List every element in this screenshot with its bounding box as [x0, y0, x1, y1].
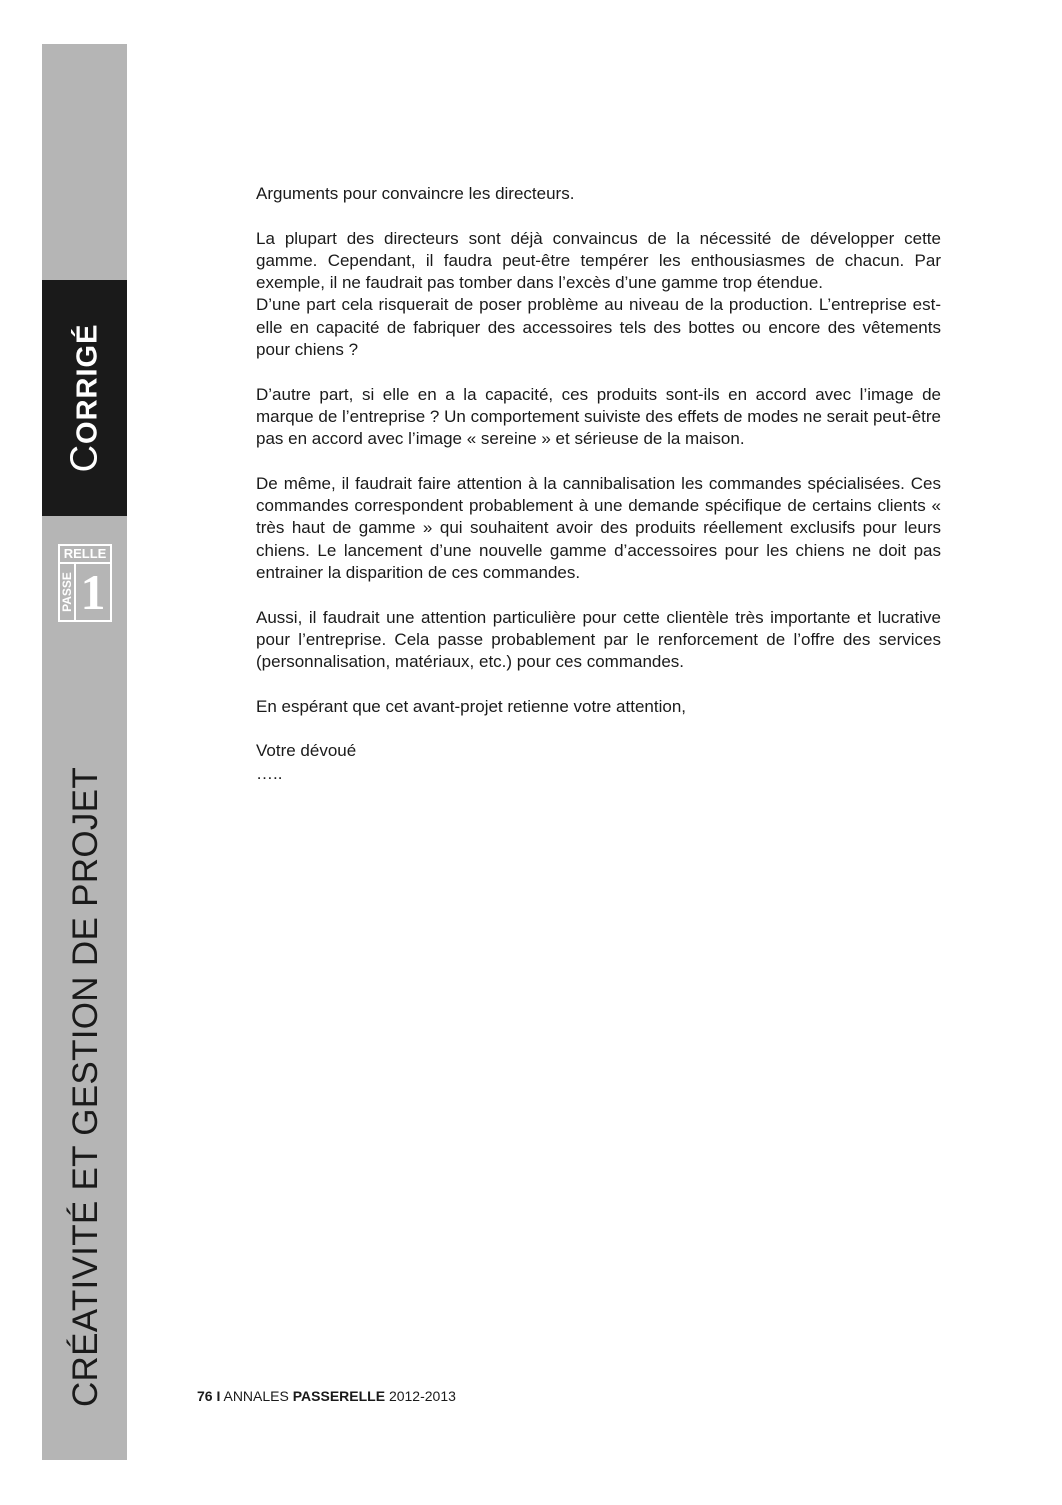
logo-top-text: RELLE — [60, 546, 110, 564]
footer-brand: PASSERELLE — [292, 1388, 386, 1404]
section-title: CRÉATIVITÉ ET GESTION DE PROJET — [66, 766, 105, 1408]
logo-side-box — [60, 564, 76, 620]
paragraph-closing: En espérant que cet avant-projet retienne votre attention, — [256, 696, 686, 716]
footer-annales: ANNALES — [223, 1388, 289, 1404]
paragraph-3: D’autre part, si elle en a la capacité, ces produits sont-ils en accord avec l’image de marque de l’entreprise ? Un comportement suiviste des effets de modes ne serait peut-être pas en accord avec l’image « sereine » et sérieuse de la maison. — [256, 384, 941, 449]
footer-separator: I — [216, 1388, 221, 1404]
paragraph-2: D’une part cela risquerait de poser problème au niveau de la production. L’entreprise est-elle en capacité de fabriquer des accessoires tels des bottes ou encore des vêtements pour chiens ? — [256, 295, 941, 360]
paragraph-5: Aussi, il faudrait une attention particulière pour cette clientèle très importante et lucrative pour l’entreprise. Cela passe probablement par le renforcement de l’offre des services (personnalisation, matériaux, etc.) pour ces commandes. — [256, 607, 941, 672]
logo-number: 1 — [80, 564, 106, 620]
logo-side-text: PASSE — [60, 572, 74, 612]
signature-dots: ….. — [256, 763, 283, 783]
signature-line: Votre dévoué — [256, 741, 357, 761]
corrige-initial: C — [63, 443, 105, 473]
page-number: 76 — [197, 1388, 213, 1404]
paragraph-4: De même, il faudrait faire attention à la cannibalisation les commandes spécialisées. Ces commandes correspondent probablement à une demande spécifique de certains clients « très haut de gamme » qui souhaitent avoir des produits réellement exclusifs pour leurs chiens. Le lancement d’une nouvelle gamme d’accessoires pour les chiens ne doit pas entrainer la disparition de ces commandes. — [256, 473, 941, 583]
page-footer — [197, 1388, 456, 1404]
main-content — [256, 183, 941, 785]
corrige-rest: ORRIGÉ — [71, 323, 103, 444]
passerelle-logo — [58, 544, 112, 622]
corrige-label — [63, 324, 106, 473]
paragraph-intro: Arguments pour convaincre les directeurs. — [256, 184, 575, 203]
paragraph-1: La plupart des directeurs sont déjà convaincus de la nécessité de développer cette gamme. Cependant, il faudra peut-être tempérer les enthousiasmes de chacun. Par exemple, il ne faudrait pas tomber dans l’excès d’une gamme trop étendue. — [256, 228, 941, 293]
footer-years: 2012-2013 — [388, 1388, 456, 1404]
corrige-tab — [42, 280, 127, 516]
